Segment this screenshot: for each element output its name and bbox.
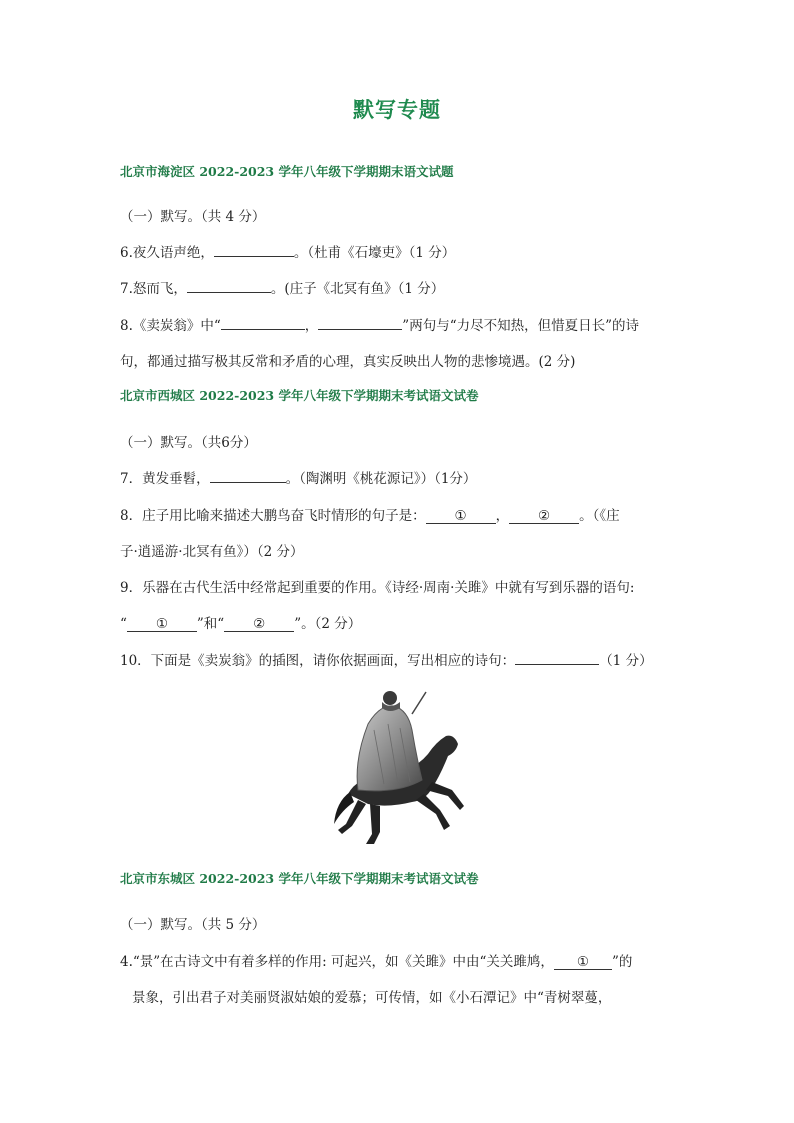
question-text: 。（陶渊明《桃花源记》）（1分） bbox=[285, 471, 477, 487]
answer-blank[interactable]: ① bbox=[426, 509, 496, 524]
question-text: 7．黄发垂髫， bbox=[120, 471, 210, 487]
answer-blank[interactable] bbox=[318, 315, 402, 330]
question-8-continued: 子·逍遥游·北冥有鱼》）（2 分） bbox=[120, 544, 304, 560]
question-6 bbox=[120, 241, 455, 261]
question-text: 。(庄子《北冥有鱼》（1 分） bbox=[270, 281, 445, 297]
question-text: ”。（2 分） bbox=[294, 616, 362, 632]
question-text: 。（杜甫《石壕吏》（1 分） bbox=[293, 245, 456, 261]
question-text: 4.“景”在古诗文中有着多样的作用: 可起兴，如《关雎》中由“关关雎鸠， bbox=[120, 954, 554, 970]
answer-blank[interactable] bbox=[214, 242, 294, 257]
answer-blank[interactable]: ① bbox=[127, 617, 197, 632]
question-text: 10．下面是《卖炭翁》的插图，请你依据画面，写出相应的诗句： bbox=[120, 653, 516, 669]
question-8-continued: 句，都通过描写极其反常和矛盾的心理，真实反映出人物的悲惨境遇。(2 分) bbox=[120, 354, 576, 370]
question-text: ”的 bbox=[611, 954, 633, 970]
question-7 bbox=[120, 467, 476, 487]
question-text: ”和“ bbox=[196, 616, 225, 632]
section-heading-xicheng: 北京市西城区 2022-2023 学年八年级下学期期末考试语文试卷 bbox=[120, 388, 479, 403]
question-10 bbox=[120, 649, 653, 669]
question-text: “ bbox=[120, 616, 127, 632]
part-label: （一）默写。（共6分） bbox=[120, 435, 257, 451]
part-label: （一）默写。（共 5 分） bbox=[120, 917, 266, 933]
question-text: ， bbox=[304, 318, 319, 334]
document-title: 默写专题 bbox=[353, 97, 441, 122]
question-8 bbox=[120, 314, 639, 334]
question-text: ”两句与“力尽不知热，但惜夏日长”的诗 bbox=[402, 318, 640, 334]
question-text: 6.夜久语声绝， bbox=[120, 245, 214, 261]
section-heading-dongcheng: 北京市东城区 2022-2023 学年八年级下学期期末考试语文试卷 bbox=[120, 871, 479, 886]
part-label: （一）默写。（共 4 分） bbox=[120, 209, 266, 225]
answer-blank[interactable]: ② bbox=[224, 617, 294, 632]
question-7 bbox=[120, 277, 444, 297]
question-4 bbox=[120, 950, 632, 970]
section-heading-haidian: 北京市海淀区 2022-2023 学年八年级下学期期末语文试题 bbox=[120, 164, 454, 179]
question-9: 9．乐器在古代生活中经常起到重要的作用。《诗经·周南·关雎》中就有写到乐器的语句: bbox=[120, 580, 635, 596]
question-8 bbox=[120, 504, 620, 524]
question-9-continued bbox=[120, 612, 361, 632]
answer-blank[interactable] bbox=[187, 278, 271, 293]
question-text: （1 分） bbox=[599, 653, 653, 669]
horse-rider-illustration bbox=[328, 684, 468, 846]
answer-blank[interactable] bbox=[210, 468, 286, 483]
answer-blank[interactable] bbox=[515, 650, 599, 665]
question-text: ， bbox=[495, 508, 510, 524]
question-text: 8．庄子用比喻来描述大鹏鸟奋飞时情形的句子是： bbox=[120, 508, 426, 524]
question-text: 7.怒而飞， bbox=[120, 281, 187, 297]
answer-blank[interactable] bbox=[221, 315, 305, 330]
answer-blank[interactable]: ① bbox=[554, 955, 612, 970]
question-text: 。（《庄 bbox=[579, 508, 620, 524]
question-text: 8.《卖炭翁》中“ bbox=[120, 318, 221, 334]
question-4-continued: 景象，引出君子对美丽贤淑姑娘的爱慕；可传情，如《小石潭记》中“青树翠蔓， bbox=[132, 990, 612, 1006]
answer-blank[interactable]: ② bbox=[509, 509, 579, 524]
